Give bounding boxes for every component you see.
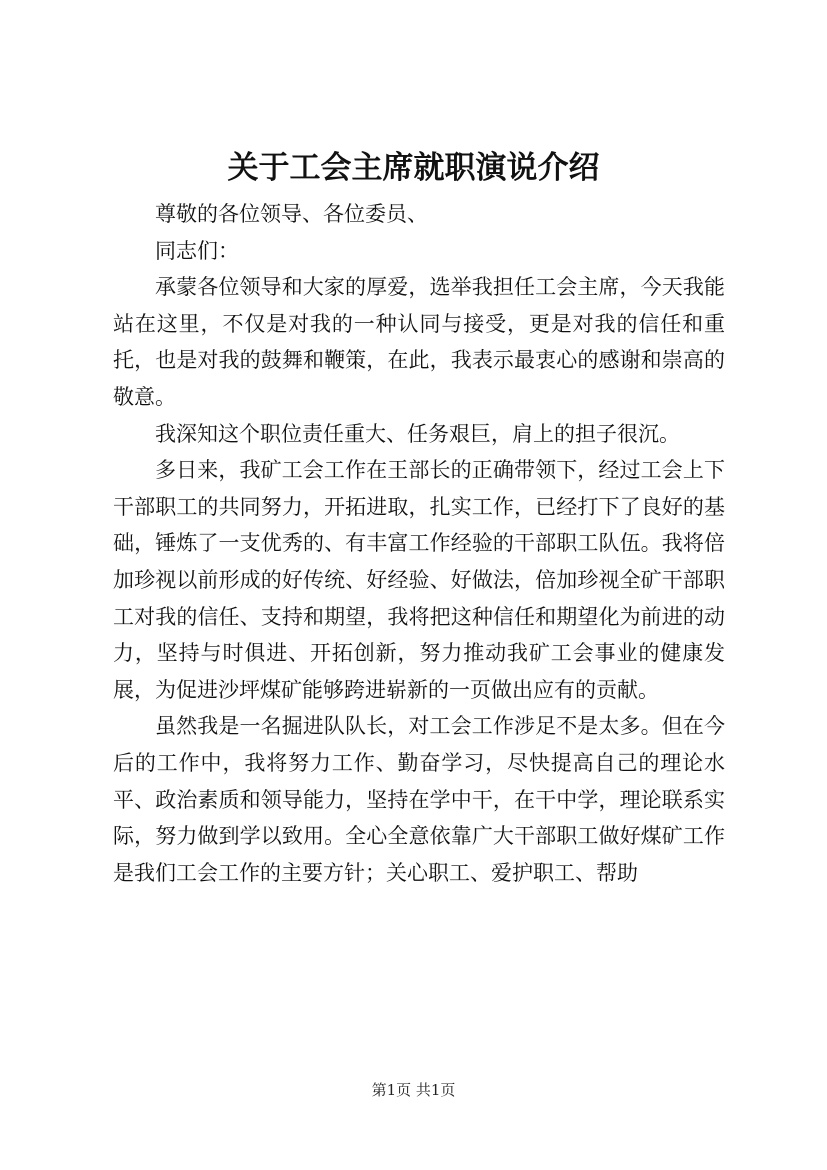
paragraph: 虽然我是一名掘进队队长，对工会工作涉足不是太多。但在今后的工作中，我将努力工作、勤奋学习，尽快提高自己的理论水平、政治素质和领导能力，坚持在学中干，在干中学，理论联系实际，努力做到学以致用。全心全意依靠广大干部职工做好煤矿工作是我们工会工作的主要方针；关心职工、爱护职工、帮助 bbox=[113, 714, 725, 885]
document-body bbox=[113, 196, 725, 891]
document-title: 关于工会主席就职演说介绍 bbox=[227, 150, 600, 186]
paragraph: 承蒙各位领导和大家的厚爱，选举我担任工会主席，今天我能站在这里，不仅是对我的一种认同与接受，更是对我的信任和重托，也是对我的鼓舞和鞭策，在此，我表示最衷心的感谢和崇高的敬意。 bbox=[113, 275, 725, 409]
paragraph-salutation-1: 尊敬的各位领导、各位委员、 bbox=[155, 202, 428, 226]
paragraph-salutation-2: 同志们： bbox=[155, 238, 239, 263]
paragraph: 我深知这个职位责任重大、任务艰巨，肩上的担子很沉。 bbox=[155, 421, 680, 446]
paragraph: 多日来，我矿工会工作在王部长的正确带领下，经过工会上下干部职工的共同努力，开拓进取，扎实工作，已经打下了良好的基础，锤炼了一支优秀的、有丰富工作经验的干部职工队伍。我将倍加珍视以前形成的好传统、好经验、好做法，倍加珍视全矿干部职工对我的信任、支持和期望，我将把这种信任和期望化为前进的动力，坚持与时俱进、开拓创新，努力推动我矿工会事业的健康发展，为促进沙坪煤矿能够跨进崭新的一页做出应有的贡献。 bbox=[113, 458, 725, 702]
page-footer: 第1页 共1页 bbox=[371, 1081, 456, 1099]
